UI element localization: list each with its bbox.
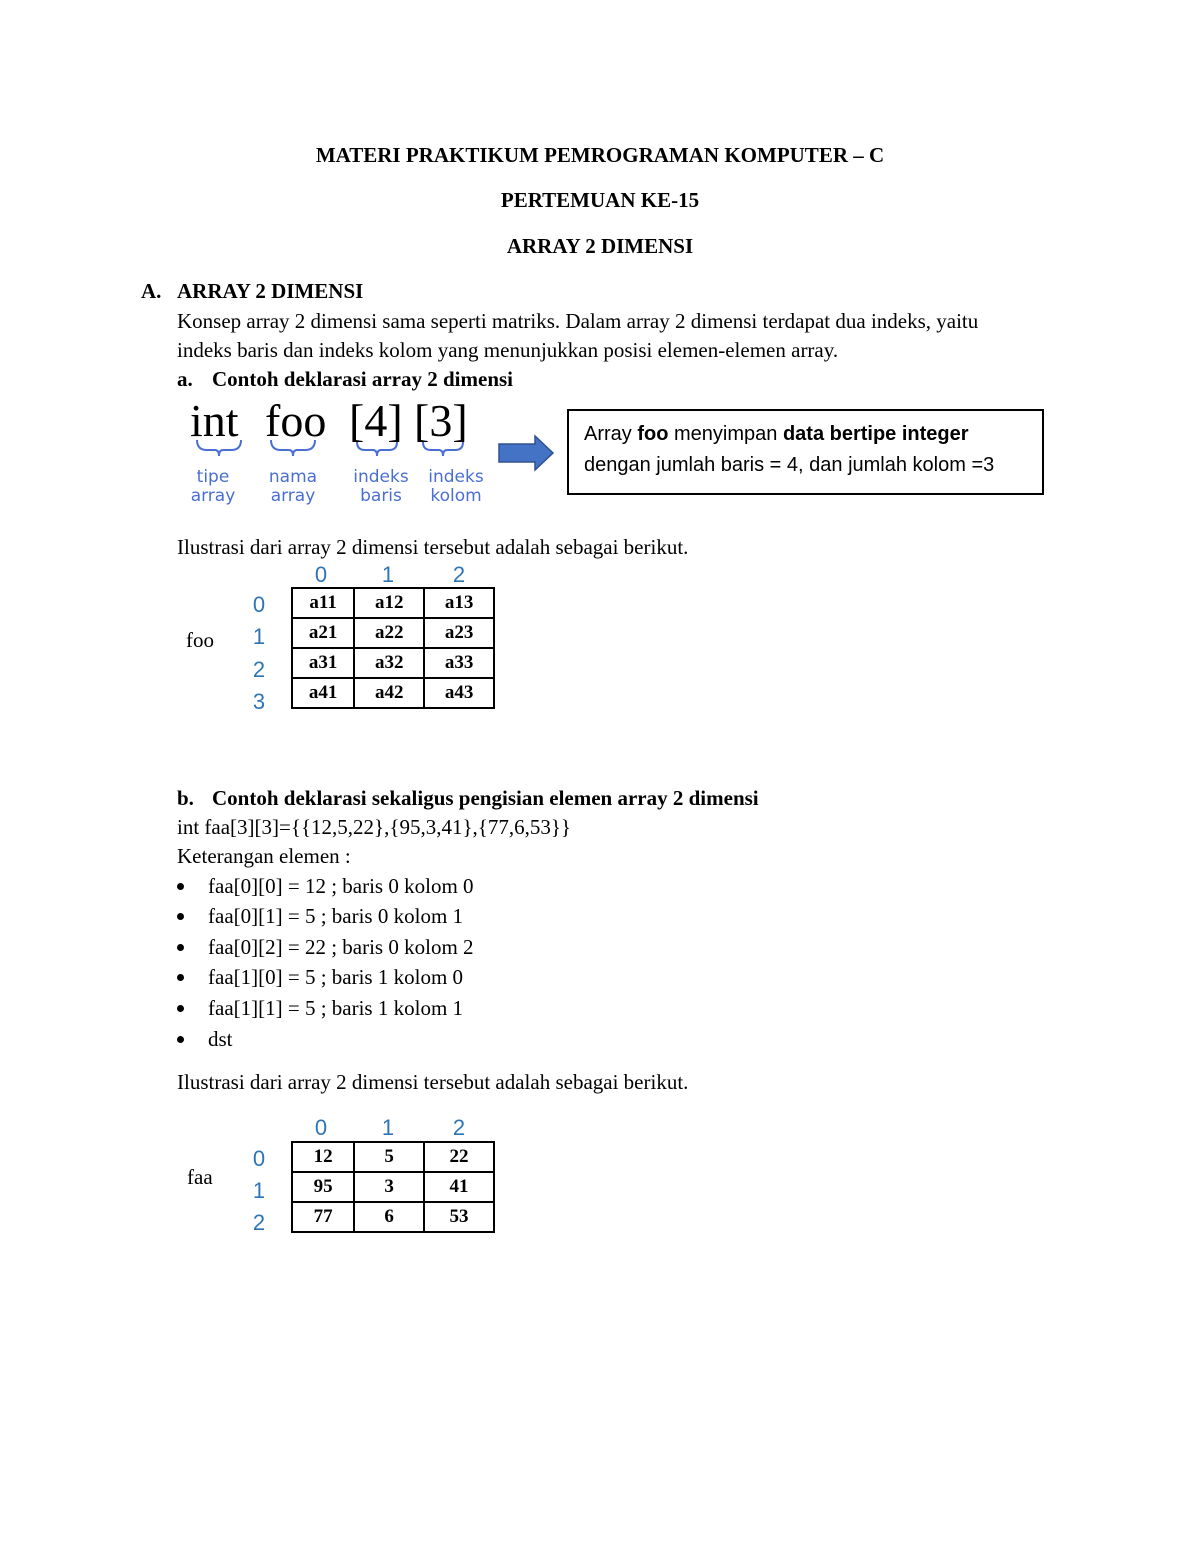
label-name [265, 468, 321, 506]
list-item [177, 874, 474, 899]
sub-b-marker: b. [177, 786, 194, 810]
info-box [567, 409, 1044, 495]
table-cell: 12 [292, 1142, 354, 1172]
label-cols [425, 468, 487, 506]
foo-col-index-0: 0 [314, 562, 328, 587]
foo-col-index-1: 1 [381, 562, 395, 587]
table-cell: 95 [292, 1172, 354, 1202]
section-a-paragraph-line2: indeks baris dan indeks kolom yang menunjukkan posisi elemen-elemen array. [177, 338, 839, 362]
table-cell: a23 [424, 618, 494, 648]
list-item-text: faa[0][1] = 5 ; baris 0 kolom 1 [208, 904, 464, 928]
foo-row-index-2: 2 [252, 657, 266, 682]
table-cell: a33 [424, 648, 494, 678]
bullet-icon [177, 1036, 184, 1043]
table-row [292, 678, 494, 708]
decl-name: foo [265, 395, 327, 446]
table-cell: a31 [292, 648, 354, 678]
list-item [177, 935, 474, 960]
meeting-number: PERTEMUAN KE-15 [500, 188, 700, 212]
section-a-heading: ARRAY 2 DIMENSI [177, 279, 364, 303]
list-item [177, 1027, 233, 1052]
info-t2: foo [637, 423, 669, 445]
table-cell: a21 [292, 618, 354, 648]
label-cols-2: kolom [430, 486, 482, 506]
table-cell: a42 [354, 678, 424, 708]
faa-row-index-1: 1 [252, 1178, 266, 1203]
doc-title: MATERI PRAKTIKUM PEMROGRAMAN KOMPUTER – C [315, 143, 885, 167]
table-cell: 77 [292, 1202, 354, 1232]
faa-col-index-2: 2 [452, 1115, 466, 1140]
sub-a-marker: a. [177, 367, 193, 391]
list-item [177, 904, 463, 929]
foo-row-index-0: 0 [252, 592, 266, 617]
label-rows [351, 468, 411, 506]
info-t4: data bertipe integer [782, 423, 969, 445]
sub-b-heading: Contoh deklarasi sekaligus pengisian elemen array 2 dimensi [212, 786, 759, 810]
bullet-icon [177, 883, 184, 890]
table-row [292, 1202, 494, 1232]
bullet-icon [177, 1005, 184, 1012]
label-cols-1: indeks [428, 467, 484, 487]
label-rows-1: indeks [353, 467, 409, 487]
bullet-icon [177, 944, 184, 951]
label-name-2: array [270, 486, 316, 506]
foo-array-table [291, 587, 495, 709]
faa-col-index-1: 1 [381, 1115, 395, 1140]
sub-a-heading: Contoh deklarasi array 2 dimensi [212, 367, 514, 391]
foo-row-index-3: 3 [252, 689, 266, 714]
declaration-figure [185, 394, 495, 514]
list-item-text: faa[1][0] = 5 ; baris 1 kolom 0 [208, 965, 464, 989]
info-t3: menyimpan [668, 423, 783, 445]
section-a-marker: A. [141, 279, 162, 303]
faa-row-index-2: 2 [252, 1210, 266, 1235]
bullet-icon [177, 913, 184, 920]
faa-row-index-0: 0 [252, 1146, 266, 1171]
info-box-line1 [584, 419, 1042, 450]
table-cell: a12 [354, 588, 424, 618]
section-a-paragraph-line1: Konsep array 2 dimensi sama seperti matriks. Dalam array 2 dimensi terdapat dua indeks, yaitu [177, 309, 979, 333]
table-cell: 5 [354, 1142, 424, 1172]
faa-array-name: faa [187, 1165, 213, 1189]
topic-title: ARRAY 2 DIMENSI [506, 234, 694, 258]
table-cell: 53 [424, 1202, 494, 1232]
label-type [185, 468, 241, 506]
illustration-text-2: Ilustrasi dari array 2 dimensi tersebut adalah sebagai berikut. [177, 1070, 689, 1094]
code-line: int faa[3][3]={{12,5,22},{95,3,41},{77,6,53}} [177, 815, 572, 839]
table-cell: a22 [354, 618, 424, 648]
illustration-text-1: Ilustrasi dari array 2 dimensi tersebut adalah sebagai berikut. [177, 535, 689, 559]
table-row [292, 618, 494, 648]
faa-array-table [291, 1141, 495, 1233]
label-type-1: tipe [196, 467, 230, 487]
foo-row-index-1: 1 [252, 624, 266, 649]
right-arrow-icon [497, 434, 555, 472]
decl-cols: [3] [414, 395, 468, 446]
label-name-1: nama [268, 467, 318, 487]
info-box-line2: dengan jumlah baris = 4, dan jumlah kolom =3 [584, 454, 995, 476]
foo-array-name: foo [186, 628, 214, 652]
table-cell: a41 [292, 678, 354, 708]
table-cell: 3 [354, 1172, 424, 1202]
list-item [177, 965, 463, 990]
list-item-text: dst [208, 1027, 233, 1051]
list-item-text: faa[1][1] = 5 ; baris 1 kolom 1 [208, 996, 464, 1020]
decl-type: int [190, 395, 239, 446]
table-cell: a43 [424, 678, 494, 708]
table-cell: 22 [424, 1142, 494, 1172]
table-row [292, 1142, 494, 1172]
bullet-icon [177, 974, 184, 981]
keterangan-label: Keterangan elemen : [177, 844, 351, 868]
table-cell: a11 [292, 588, 354, 618]
foo-col-index-2: 2 [452, 562, 466, 587]
table-cell: 41 [424, 1172, 494, 1202]
list-item-text: faa[0][2] = 22 ; baris 0 kolom 2 [208, 935, 474, 959]
info-t1: Array [584, 423, 638, 445]
table-row [292, 648, 494, 678]
brace-marks [185, 434, 495, 462]
decl-rows: [4] [349, 395, 403, 446]
table-cell: a32 [354, 648, 424, 678]
label-type-2: array [190, 486, 236, 506]
table-row [292, 1172, 494, 1202]
list-item-text: faa[0][0] = 12 ; baris 0 kolom 0 [208, 874, 474, 898]
table-cell: 6 [354, 1202, 424, 1232]
table-cell: a13 [424, 588, 494, 618]
faa-col-index-0: 0 [314, 1115, 328, 1140]
label-rows-2: baris [360, 486, 402, 506]
table-row [292, 588, 494, 618]
list-item [177, 996, 463, 1021]
